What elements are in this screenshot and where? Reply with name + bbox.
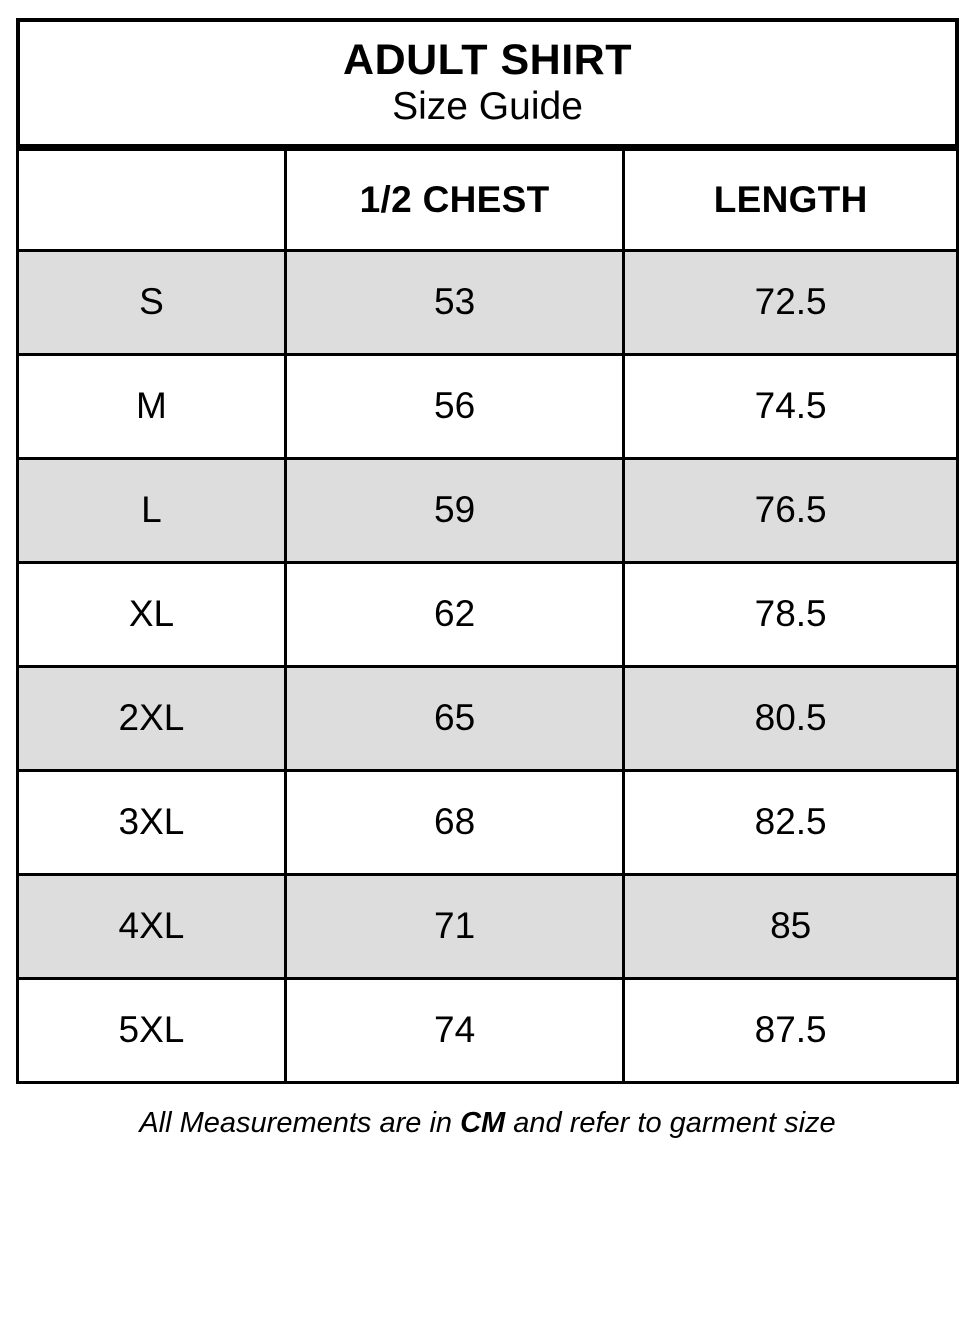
cell-length: 72.5 — [624, 250, 958, 354]
table-row — [18, 978, 958, 1082]
cell-size: L — [18, 458, 286, 562]
cell-size: 5XL — [18, 978, 286, 1082]
cell-size: M — [18, 354, 286, 458]
cell-half-chest: 56 — [285, 354, 623, 458]
cell-length: 85 — [624, 874, 958, 978]
cell-half-chest: 59 — [285, 458, 623, 562]
cell-half-chest: 65 — [285, 666, 623, 770]
cell-size: 2XL — [18, 666, 286, 770]
table-row — [18, 458, 958, 562]
table-row — [18, 874, 958, 978]
column-header-size — [18, 151, 286, 251]
cell-length: 76.5 — [624, 458, 958, 562]
cell-half-chest: 62 — [285, 562, 623, 666]
size-chart-table — [16, 151, 959, 1084]
page-subtitle: Size Guide — [392, 85, 583, 129]
table-row — [18, 354, 958, 458]
footnote-prefix: All Measurements are in — [139, 1106, 461, 1139]
cell-half-chest: 53 — [285, 250, 623, 354]
cell-length: 87.5 — [624, 978, 958, 1082]
footnote-suffix: and refer to garment size — [505, 1106, 836, 1139]
cell-size: 3XL — [18, 770, 286, 874]
cell-length: 78.5 — [624, 562, 958, 666]
page-title: ADULT SHIRT — [343, 36, 632, 84]
cell-size: S — [18, 250, 286, 354]
table-row — [18, 562, 958, 666]
cell-half-chest: 68 — [285, 770, 623, 874]
table-row — [18, 770, 958, 874]
footnote-unit: CM — [460, 1106, 506, 1139]
table-row — [18, 666, 958, 770]
table-row — [18, 250, 958, 354]
table-body — [18, 250, 958, 1082]
table-header — [18, 151, 958, 251]
cell-length: 80.5 — [624, 666, 958, 770]
cell-length: 74.5 — [624, 354, 958, 458]
cell-length: 82.5 — [624, 770, 958, 874]
table-header-row — [18, 151, 958, 251]
cell-size: 4XL — [18, 874, 286, 978]
column-header-half-chest: 1/2 CHEST — [285, 151, 623, 251]
cell-half-chest: 74 — [285, 978, 623, 1082]
column-header-length: LENGTH — [624, 151, 958, 251]
title-block — [16, 18, 959, 151]
cell-size: XL — [18, 562, 286, 666]
measurement-footnote — [16, 1084, 959, 1141]
cell-half-chest: 71 — [285, 874, 623, 978]
